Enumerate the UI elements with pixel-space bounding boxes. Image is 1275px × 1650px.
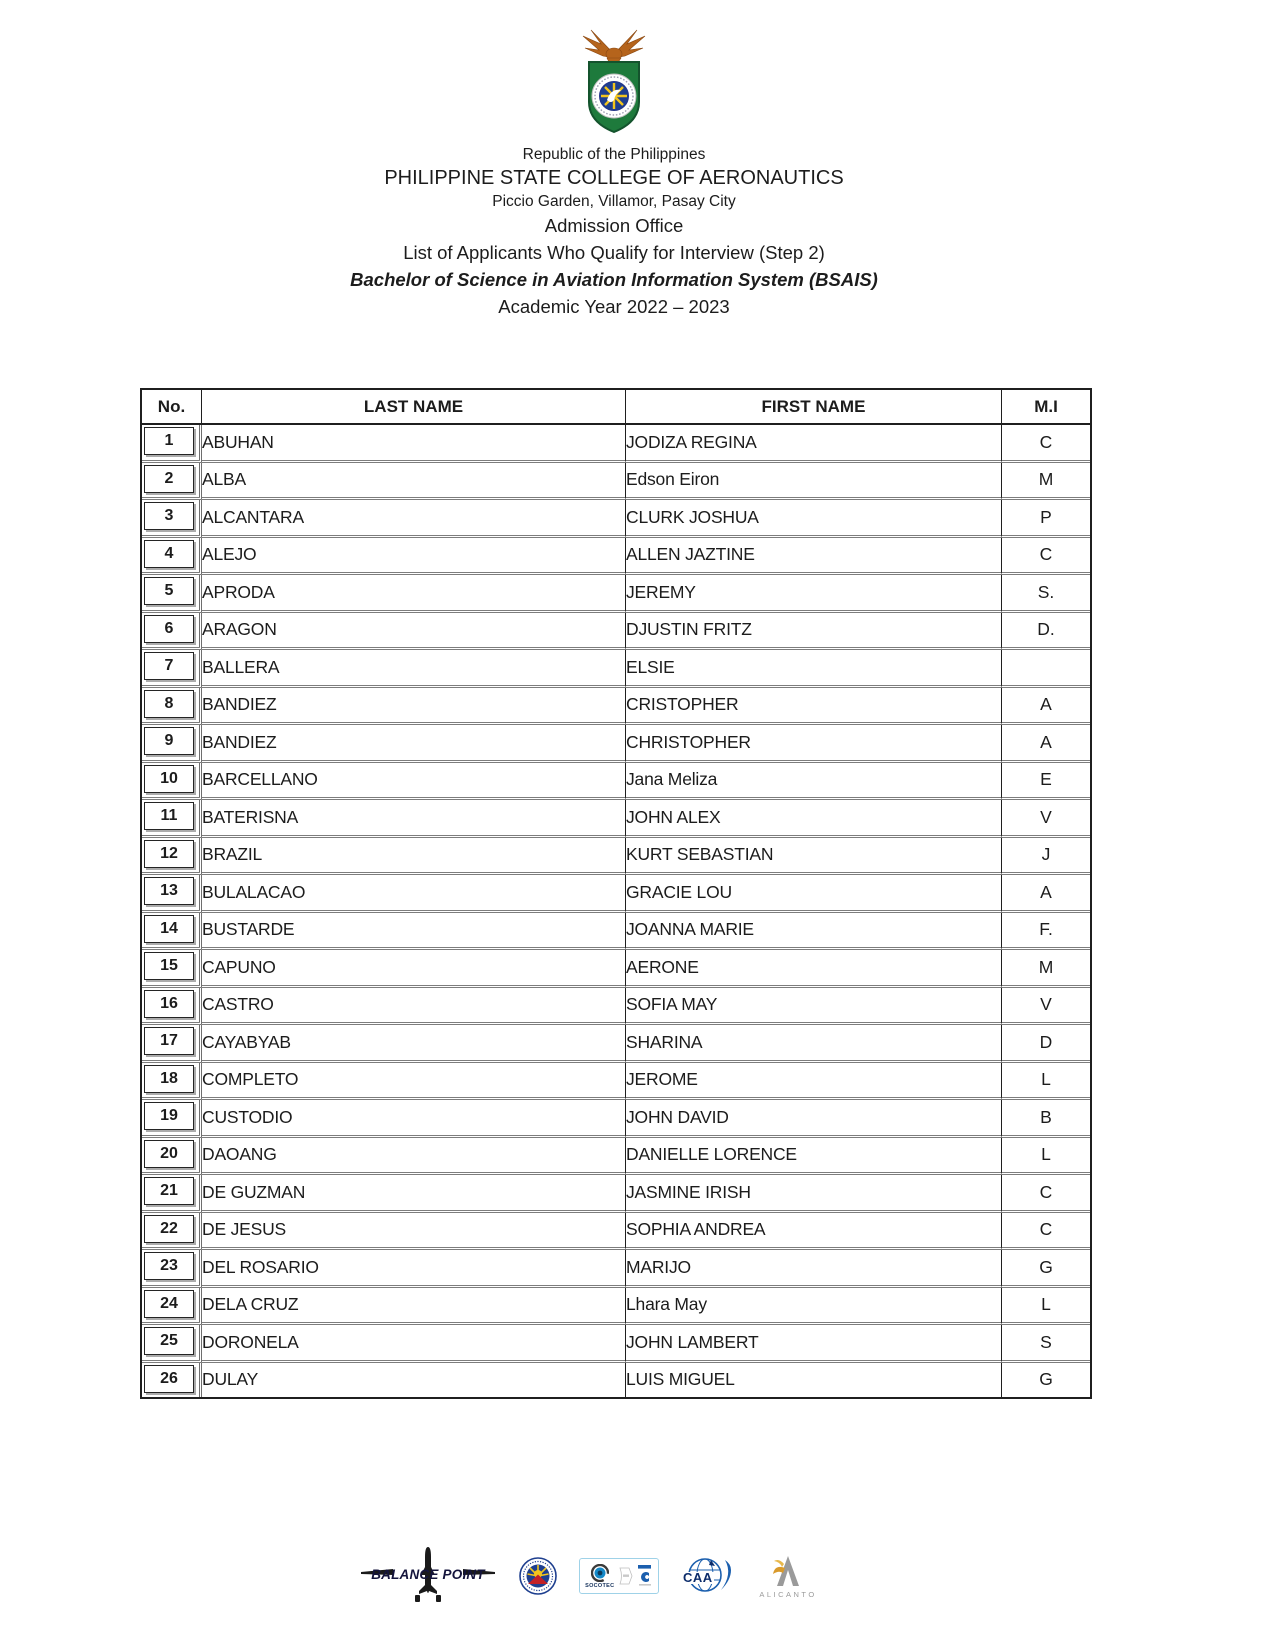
applicant-row bbox=[142, 1063, 1090, 1101]
last-name-cell: ARAGON bbox=[202, 613, 626, 651]
applicant-row bbox=[142, 1288, 1090, 1326]
applicants-table bbox=[140, 388, 1092, 1399]
applicant-row bbox=[142, 913, 1090, 951]
applicant-number: 16 bbox=[144, 990, 194, 1018]
alicanto-logo bbox=[755, 1554, 821, 1599]
college-logo bbox=[0, 28, 1228, 136]
applicant-number-cell bbox=[142, 500, 202, 538]
applicant-number-cell bbox=[142, 575, 202, 613]
applicant-number: 24 bbox=[144, 1290, 194, 1318]
applicant-number-cell bbox=[142, 1213, 202, 1251]
applicant-number: 9 bbox=[144, 727, 194, 755]
middle-initial-cell: L bbox=[1002, 1138, 1090, 1176]
applicant-row bbox=[142, 950, 1090, 988]
applicant-number-cell bbox=[142, 988, 202, 1026]
last-name-cell: APRODA bbox=[202, 575, 626, 613]
middle-initial-cell: D bbox=[1002, 1025, 1090, 1063]
applicant-number: 18 bbox=[144, 1065, 194, 1093]
applicant-number: 15 bbox=[144, 952, 194, 980]
last-name-cell: CAYABYAB bbox=[202, 1025, 626, 1063]
applicant-row bbox=[142, 838, 1090, 876]
first-name-cell: SOPHIA ANDREA bbox=[626, 1213, 1002, 1251]
middle-initial-cell: C bbox=[1002, 1175, 1090, 1213]
caa-philippines-logo bbox=[681, 1556, 733, 1596]
first-name-cell: AERONE bbox=[626, 950, 1002, 988]
last-name-cell: COMPLETO bbox=[202, 1063, 626, 1101]
applicant-row bbox=[142, 1175, 1090, 1213]
applicant-number: 13 bbox=[144, 877, 194, 905]
last-name-cell: CAPUNO bbox=[202, 950, 626, 988]
middle-initial-cell: D. bbox=[1002, 613, 1090, 651]
college-name: PHILIPPINE STATE COLLEGE OF AERONAUTICS bbox=[384, 167, 844, 189]
middle-initial-cell: C bbox=[1002, 425, 1090, 463]
applicant-number-cell bbox=[142, 613, 202, 651]
applicant-number-cell bbox=[142, 1138, 202, 1176]
applicant-number: 23 bbox=[144, 1252, 194, 1280]
socotec-label: SOCOTEC bbox=[585, 1582, 615, 1589]
applicant-number: 12 bbox=[144, 840, 194, 868]
first-name-cell: KURT SEBASTIAN bbox=[626, 838, 1002, 876]
middle-initial-cell: J bbox=[1002, 838, 1090, 876]
first-name-cell: JOHN ALEX bbox=[626, 800, 1002, 838]
last-name-cell: CASTRO bbox=[202, 988, 626, 1026]
last-name-cell: DE JESUS bbox=[202, 1213, 626, 1251]
ias-anz-mark-icon bbox=[637, 1564, 653, 1588]
applicant-number: 7 bbox=[144, 652, 194, 680]
applicant-row bbox=[142, 1250, 1090, 1288]
first-name-cell: JOHN DAVID bbox=[626, 1100, 1002, 1138]
applicant-number-cell bbox=[142, 1250, 202, 1288]
last-name-cell: DEL ROSARIO bbox=[202, 1250, 626, 1288]
applicant-number: 22 bbox=[144, 1215, 194, 1243]
last-name-cell: ALEJO bbox=[202, 538, 626, 576]
middle-initial-cell: L bbox=[1002, 1063, 1090, 1101]
document-header bbox=[0, 28, 1228, 320]
applicant-number: 20 bbox=[144, 1140, 194, 1168]
middle-initial-cell: C bbox=[1002, 1213, 1090, 1251]
socotec-certification-badge bbox=[579, 1558, 659, 1594]
first-name-cell: DANIELLE LORENCE bbox=[626, 1138, 1002, 1176]
first-name-cell: CHRISTOPHER bbox=[626, 725, 1002, 763]
alicanto-monogram-icon bbox=[771, 1554, 805, 1588]
applicant-number-cell bbox=[142, 875, 202, 913]
philsca-eagle-shield-icon bbox=[577, 28, 651, 136]
applicant-number-cell bbox=[142, 1100, 202, 1138]
middle-initial-cell: C bbox=[1002, 538, 1090, 576]
applicant-row bbox=[142, 1025, 1090, 1063]
iso-tag-icon bbox=[619, 1565, 633, 1587]
socotec-mark bbox=[585, 1564, 614, 1589]
middle-initial-cell: V bbox=[1002, 988, 1090, 1026]
philsca-round-seal-icon bbox=[519, 1557, 557, 1595]
first-name-cell: MARIJO bbox=[626, 1250, 1002, 1288]
first-name-cell: DJUSTIN FRITZ bbox=[626, 613, 1002, 651]
middle-initial-cell bbox=[1002, 650, 1090, 688]
last-name-cell: BRAZIL bbox=[202, 838, 626, 876]
last-name-cell: DAOANG bbox=[202, 1138, 626, 1176]
applicant-row bbox=[142, 613, 1090, 651]
applicant-number: 2 bbox=[144, 465, 194, 493]
applicant-row bbox=[142, 1363, 1090, 1398]
alicanto-label: ALICANTO bbox=[759, 1589, 817, 1599]
middle-initial-cell: S. bbox=[1002, 575, 1090, 613]
applicant-row bbox=[142, 688, 1090, 726]
first-name-cell: SOFIA MAY bbox=[626, 988, 1002, 1026]
first-name-cell: JOANNA MARIE bbox=[626, 913, 1002, 951]
applicant-number: 3 bbox=[144, 502, 194, 530]
first-name-cell: JEREMY bbox=[626, 575, 1002, 613]
applicant-number: 25 bbox=[144, 1327, 194, 1355]
last-name-cell: DE GUZMAN bbox=[202, 1175, 626, 1213]
middle-initial-cell: P bbox=[1002, 500, 1090, 538]
footer-logos bbox=[0, 1541, 1180, 1611]
applicant-row bbox=[142, 725, 1090, 763]
applicant-number: 11 bbox=[144, 802, 194, 830]
column-header-last-name: LAST NAME bbox=[202, 390, 626, 425]
first-name-cell: ELSIE bbox=[626, 650, 1002, 688]
last-name-cell: ALCANTARA bbox=[202, 500, 626, 538]
applicant-row bbox=[142, 1100, 1090, 1138]
last-name-cell: BUSTARDE bbox=[202, 913, 626, 951]
column-header-mi: M.I bbox=[1002, 390, 1090, 425]
middle-initial-cell: A bbox=[1002, 875, 1090, 913]
applicant-rows bbox=[142, 425, 1090, 1397]
applicant-row bbox=[142, 875, 1090, 913]
applicant-row bbox=[142, 538, 1090, 576]
balance-point-logo bbox=[359, 1545, 497, 1607]
applicant-number-cell bbox=[142, 1175, 202, 1213]
applicant-number-cell bbox=[142, 950, 202, 988]
socotec-gauge-icon bbox=[591, 1564, 609, 1582]
middle-initial-cell: A bbox=[1002, 725, 1090, 763]
middle-initial-cell: L bbox=[1002, 1288, 1090, 1326]
applicant-number: 21 bbox=[144, 1177, 194, 1205]
applicant-row bbox=[142, 1213, 1090, 1251]
column-header-no: No. bbox=[142, 390, 202, 425]
last-name-cell: BALLERA bbox=[202, 650, 626, 688]
applicant-number-cell bbox=[142, 763, 202, 801]
first-name-cell: JOHN LAMBERT bbox=[626, 1325, 1002, 1363]
middle-initial-cell: M bbox=[1002, 950, 1090, 988]
applicant-number: 4 bbox=[144, 540, 194, 568]
applicant-number: 17 bbox=[144, 1027, 194, 1055]
middle-initial-cell: E bbox=[1002, 763, 1090, 801]
first-name-cell: GRACIE LOU bbox=[626, 875, 1002, 913]
middle-initial-cell: F. bbox=[1002, 913, 1090, 951]
applicant-number-cell bbox=[142, 1363, 202, 1398]
first-name-cell: Jana Meliza bbox=[626, 763, 1002, 801]
middle-initial-cell: G bbox=[1002, 1363, 1090, 1398]
program-title: Bachelor of Science in Aviation Information System (BSAIS) bbox=[350, 269, 878, 290]
applicant-row bbox=[142, 988, 1090, 1026]
first-name-cell: SHARINA bbox=[626, 1025, 1002, 1063]
last-name-cell: CUSTODIO bbox=[202, 1100, 626, 1138]
last-name-cell: DORONELA bbox=[202, 1325, 626, 1363]
middle-initial-cell: S bbox=[1002, 1325, 1090, 1363]
republic-line: Republic of the Philippines bbox=[522, 146, 706, 163]
middle-initial-cell: V bbox=[1002, 800, 1090, 838]
applicant-row bbox=[142, 650, 1090, 688]
last-name-cell: ABUHAN bbox=[202, 425, 626, 463]
applicant-number: 26 bbox=[144, 1365, 194, 1393]
applicant-number-cell bbox=[142, 463, 202, 501]
applicant-row bbox=[142, 763, 1090, 801]
office-line: Admission Office bbox=[544, 215, 684, 236]
column-header-first-name: FIRST NAME bbox=[626, 390, 1002, 425]
applicant-number: 10 bbox=[144, 765, 194, 793]
last-name-cell: BANDIEZ bbox=[202, 688, 626, 726]
applicant-row bbox=[142, 800, 1090, 838]
last-name-cell: ALBA bbox=[202, 463, 626, 501]
last-name-cell: DELA CRUZ bbox=[202, 1288, 626, 1326]
middle-initial-cell: G bbox=[1002, 1250, 1090, 1288]
applicant-row bbox=[142, 500, 1090, 538]
middle-initial-cell: M bbox=[1002, 463, 1090, 501]
applicant-number: 5 bbox=[144, 577, 194, 605]
applicant-number-cell bbox=[142, 650, 202, 688]
caa-label: CAA bbox=[683, 1570, 713, 1585]
table-header-row bbox=[142, 390, 1090, 425]
applicant-number: 8 bbox=[144, 690, 194, 718]
applicant-number-cell bbox=[142, 1288, 202, 1326]
applicant-number-cell bbox=[142, 800, 202, 838]
first-name-cell: JASMINE IRISH bbox=[626, 1175, 1002, 1213]
applicant-number-cell bbox=[142, 688, 202, 726]
last-name-cell: BULALACAO bbox=[202, 875, 626, 913]
applicant-number-cell bbox=[142, 1325, 202, 1363]
applicant-number-cell bbox=[142, 1025, 202, 1063]
address-line: Piccio Garden, Villamor, Pasay City bbox=[492, 193, 736, 210]
applicant-row bbox=[142, 463, 1090, 501]
first-name-cell: JODIZA REGINA bbox=[626, 425, 1002, 463]
applicant-number-cell bbox=[142, 725, 202, 763]
applicant-number-cell bbox=[142, 425, 202, 463]
last-name-cell: BARCELLANO bbox=[202, 763, 626, 801]
applicant-number-cell bbox=[142, 913, 202, 951]
first-name-cell: ALLEN JAZTINE bbox=[626, 538, 1002, 576]
applicant-number-cell bbox=[142, 838, 202, 876]
middle-initial-cell: A bbox=[1002, 688, 1090, 726]
applicant-row bbox=[142, 1325, 1090, 1363]
applicant-number: 1 bbox=[144, 427, 194, 455]
applicant-number: 14 bbox=[144, 915, 194, 943]
applicant-number: 6 bbox=[144, 615, 194, 643]
applicant-number-cell bbox=[142, 1063, 202, 1101]
applicant-row bbox=[142, 1138, 1090, 1176]
applicant-number-cell bbox=[142, 538, 202, 576]
applicant-row bbox=[142, 425, 1090, 463]
list-title: List of Applicants Who Qualify for Interview (Step 2) bbox=[403, 242, 825, 263]
first-name-cell: JEROME bbox=[626, 1063, 1002, 1101]
balance-point-label: BALANCE POINT bbox=[371, 1567, 485, 1582]
middle-initial-cell: B bbox=[1002, 1100, 1090, 1138]
first-name-cell: LUIS MIGUEL bbox=[626, 1363, 1002, 1398]
first-name-cell: Lhara May bbox=[626, 1288, 1002, 1326]
last-name-cell: DULAY bbox=[202, 1363, 626, 1398]
last-name-cell: BANDIEZ bbox=[202, 725, 626, 763]
last-name-cell: BATERISNA bbox=[202, 800, 626, 838]
first-name-cell: CRISTOPHER bbox=[626, 688, 1002, 726]
first-name-cell: Edson Eiron bbox=[626, 463, 1002, 501]
applicant-number: 19 bbox=[144, 1102, 194, 1130]
applicant-row bbox=[142, 575, 1090, 613]
first-name-cell: CLURK JOSHUA bbox=[626, 500, 1002, 538]
academic-year: Academic Year 2022 – 2023 bbox=[498, 296, 730, 317]
